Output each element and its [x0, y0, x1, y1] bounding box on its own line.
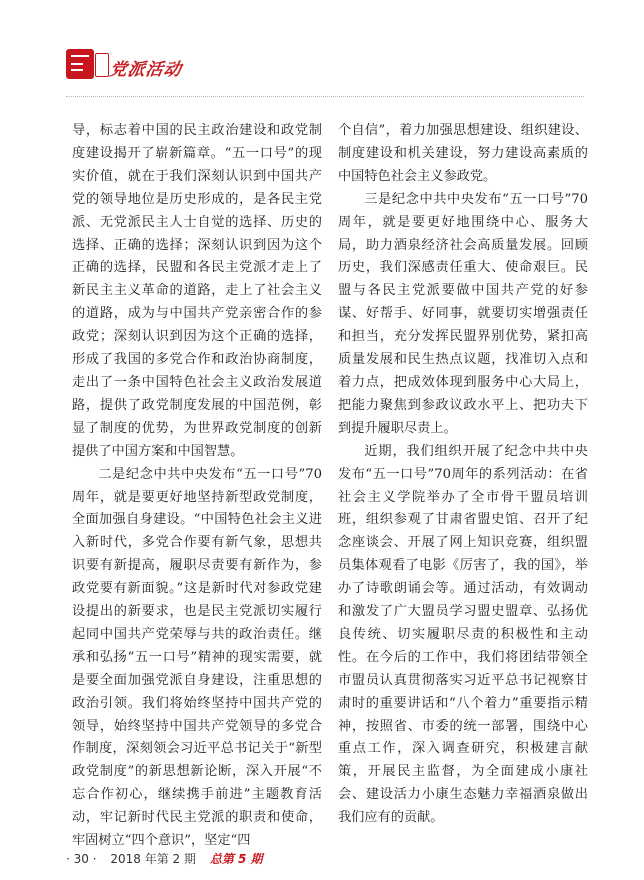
- section-title: 党派活动: [108, 60, 184, 80]
- paragraph: 近期，我们组织开展了纪念中共中央发布“五一口号”70周年的系列活动：在省社会主义学院举办了全市骨干盟员培训班，组织参观了甘肃省盟史馆、召开了纪念座谈会、开展了网上知识竞赛，组织盟员集体观看了电影《厉害了，我的国》，举办了诗歌朗诵会等。通过活动，有效调动和激发了广大盟员学习盟史盟章、弘扬优良传统、切实履职尽责的积极性和主动性。在今后的工作中，我们将团结带领全市盟员认真贯彻落实习近平总书记视察甘肃时的重要讲话和“八个着力”重要指示精神，按照省、市委的统一部署，围绕中心重点工作，深入调查研究，积极建言献策，开展民主监督，为全面建成小康社会、建设活力小康生态魅力幸福酒泉做出我们应有的贡献。: [338, 443, 588, 826]
- paragraph: 个自信”，着力加强思想建设、组织建设、制度建设和机关建设，努力建设高素质的中国特色社会主义参政党。: [338, 123, 588, 184]
- magazine-logo-icon: [66, 49, 94, 79]
- seal-icon: [95, 53, 109, 77]
- paragraph: 导，标志着中国的民主政治建设和政党制度建设揭开了崭新篇章。“五一口号”的现实价值，就在于我们深刻认识到中国共产党的领导地位是历史形成的，是各民主党派、无党派民主人士自觉的选择、历史的选择、正确的选择；深刻认识到因为这个正确的选择，民盟和各民主党派才走上了新民主主义革命的道路，走上了社会主义的道路，成为与中国共产党亲密合作的参政党；深刻认识到因为这个正确的选择，形成了我国的多党合作和政治协商制度，走出了一条中国特色社会主义政治发展道路，提供了政党制度发展的中国范例，彰显了制度的优势，为世界政党制度的创新提供了中国方案和中国智慧。: [72, 123, 322, 459]
- paragraph: 三是纪念中共中央发布“五一口号”70周年，就是要更好地围绕中心、服务大局，助力酒泉经济社会高质量发展。回顾历史，我们深感责任重大、使命艰巨。民盟与各民主党派要做中国共产党的好参谋、好帮手、好同事，就要切实增强责任和担当，充分发挥民盟界别优势，紧扣高质量发展和民生热点议题，找准切入点和着力点，把成效体现到服务中心大局上，把能力聚焦到参政议政水平上、把功夫下到提升履职尽责上。: [338, 191, 588, 436]
- article-column-left: [72, 120, 322, 853]
- magazine-issue-label: 总第 5 期: [209, 852, 263, 866]
- page-footer: [66, 850, 273, 868]
- page-header: [66, 49, 586, 89]
- page-number: · 30 ·: [66, 852, 97, 866]
- article-column-right: [338, 120, 588, 830]
- header-divider: [66, 96, 584, 97]
- paragraph: 二是纪念中共中央发布“五一口号”70周年，就是要更好地坚持新型政党制度，全面加强自身建设。“中国特色社会主义进入新时代，多党合作要有新气象，思想共识要有新提高，履职尽责要有新作为，参政党要有新面貌。”这是新时代对参政党建设提出的新要求，也是民主党派切实履行起同中国共产党荣辱与共的政治责任。继承和弘扬“五一口号”精神的现实需要，就是要全面加强党派自身建设，注重思想的政治引领。我们将始终坚持中国共产党的领导，始终坚持中国共产党领导的多党合作制度，深刻领会习近平总书记关于“新型政党制度”的新思想新论断，深入开展“不忘合作初心，继续携手前进”主题教育活动，牢记新时代民主党派的职责和使命，牢固树立“四个意识”，坚定“四: [72, 466, 322, 849]
- issue-label: 2018 年第 2 期: [110, 852, 196, 866]
